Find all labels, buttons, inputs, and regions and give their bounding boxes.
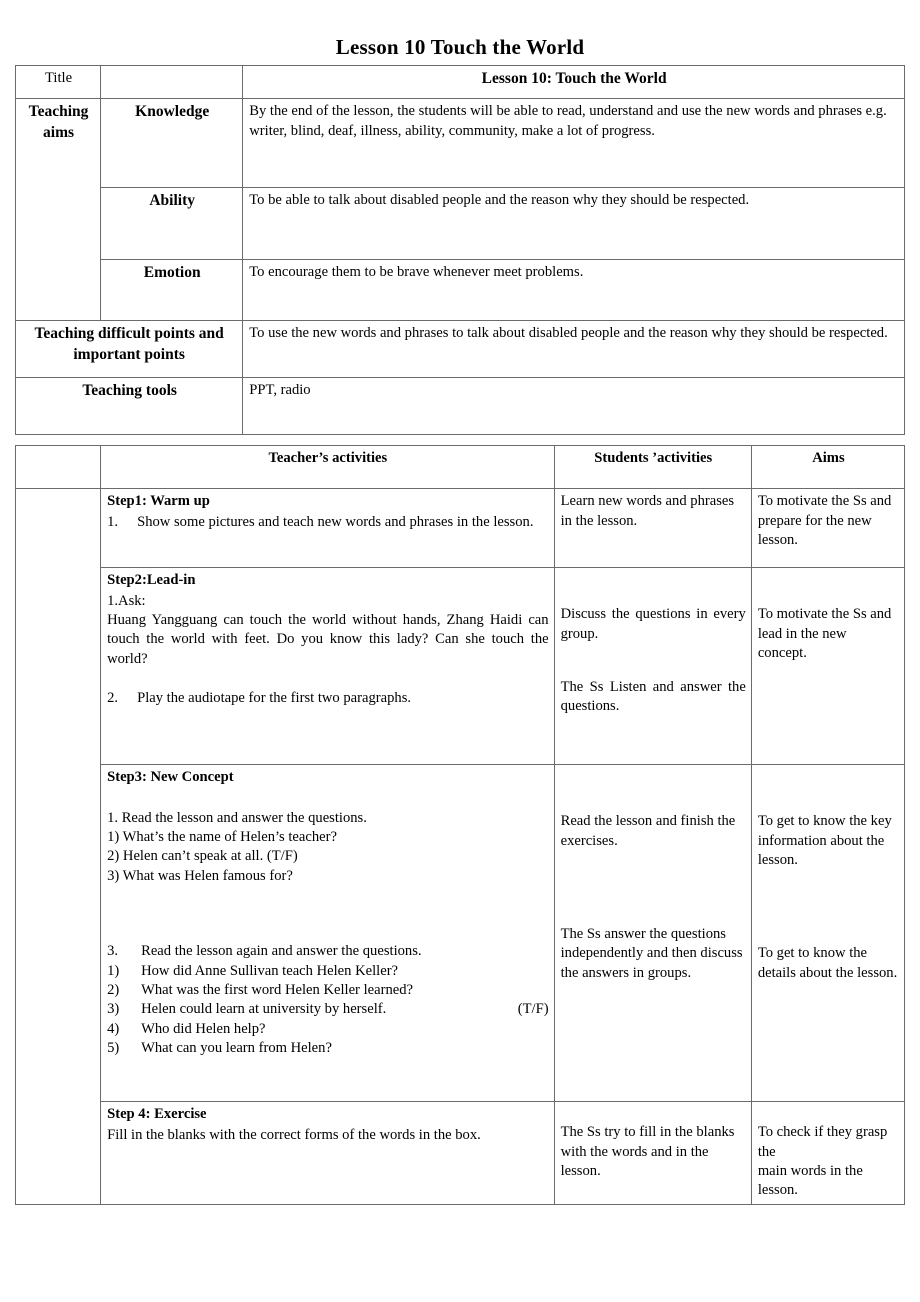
step4-students-top-gap: [561, 1105, 746, 1123]
step4-aims-top-gap: [758, 1105, 899, 1123]
step3-group2-q5: [107, 1039, 549, 1058]
step3-gap-2: [107, 886, 549, 942]
step2-students-mid-gap: [561, 644, 746, 678]
step3-group2-q1: [107, 962, 549, 981]
step3-students-cell: [554, 765, 751, 1102]
teaching-tools-label: Teaching tools: [16, 378, 243, 435]
aim-text-knowledge: By the end of the lesson, the students will be able to read, understand and use the new words and phrases e.g. writer, blind, deaf, illness, ability, community, make a lot of progress.: [243, 99, 905, 188]
step4-teacher-cell: [101, 1102, 555, 1205]
table-row-title: [16, 66, 905, 99]
step2-students-top-gap: [561, 571, 746, 605]
table-row-step4: [16, 1102, 905, 1205]
table-header-row: [16, 446, 905, 489]
table-row-step1: [16, 489, 905, 568]
table-row-knowledge: [16, 99, 905, 188]
step2-ask-label: 1.Ask:: [107, 592, 146, 609]
header-blank-cell: [16, 446, 101, 489]
step3-group1-q3: 3) What was Helen famous for?: [107, 867, 293, 884]
step2-aims-text: To motivate the Ss and lead in the new concept.: [757, 606, 892, 661]
step3-group1-q1: 1) What’s the name of Helen’s teacher?: [107, 828, 337, 845]
step3-group2-q4: [107, 1020, 549, 1039]
step3-heading: Step3: New Concept: [107, 769, 234, 786]
step4-students-text: The Ss try to fill in the blanks with the words and in the lesson.: [560, 1124, 735, 1179]
difficult-points-text: To use the new words and phrases to talk about disabled people and the reason why they should be respected.: [243, 321, 905, 378]
step3-group2-q5-text: What can you learn from Helen?: [141, 1040, 332, 1057]
step2-teacher-cell: [101, 568, 555, 765]
table-row-difficult-points: [16, 321, 905, 378]
table-row-emotion: [16, 260, 905, 321]
step3-group2-q3-number: 3): [107, 1001, 120, 1018]
step3-group1-q2: 2) Helen can’t speak at all. (T/F): [107, 848, 298, 865]
aim-text-emotion: To encourage them to be brave whenever meet problems.: [243, 260, 905, 321]
step3-students-top-gap: [561, 768, 746, 812]
step3-group1-lead: 1. Read the lesson and answer the questions.: [107, 809, 367, 826]
step4-heading: Step 4: Exercise: [107, 1106, 207, 1123]
step3-group2-q1-text: How did Anne Sullivan teach Helen Keller?: [141, 962, 399, 979]
column-header-teacher-activities: Teacher’s activities: [101, 446, 555, 489]
column-header-aims: Aims: [751, 446, 904, 489]
page-title: Lesson 10 Touch the World: [335, 35, 585, 59]
step1-aims-text: To motivate the Ss and prepare for the new lesson.: [757, 493, 892, 548]
step1-students-text: Learn new words and phrases in the lesson.: [560, 493, 735, 529]
aim-text-ability: To be able to talk about disabled people and the reason why they should be respected.: [243, 188, 905, 260]
table-row-step3: [16, 765, 905, 1102]
title-value: Lesson 10: Touch the World: [243, 66, 905, 99]
step2-students-cell: [554, 568, 751, 765]
step3-group2-q2-text: What was the first word Helen Keller learned?: [141, 981, 413, 998]
step3-students-mid-gap: [561, 851, 746, 925]
step1-heading: Step1: Warm up: [107, 493, 210, 510]
step3-group2-q3-tf: (T/F): [517, 1001, 549, 1018]
column-header-students-activities: Students ’activities: [554, 446, 751, 489]
teaching-procedure-table: [15, 445, 905, 1205]
step3-aims-top-gap: [758, 768, 899, 812]
aim-name-knowledge: Knowledge: [101, 99, 243, 188]
step2-heading: Step2:Lead-in: [107, 572, 196, 589]
step3-students-text-1: Read the lesson and finish the exercises.: [560, 813, 736, 849]
title-spacer-cell: [101, 66, 243, 99]
lesson-info-table: [15, 65, 905, 435]
step3-aims-mid-gap: [758, 870, 899, 944]
step4-text: Fill in the blanks with the correct forms of the words in the box.: [107, 1126, 481, 1143]
step3-aims-text-2: To get to know the details about the lesson.: [757, 945, 898, 981]
step2-item-2-number: 2.: [107, 690, 119, 707]
teaching-aims-label: Teaching aims: [16, 99, 101, 321]
step3-group2-q1-number: 1): [107, 962, 120, 979]
step2-item-2: [107, 689, 549, 708]
aim-name-emotion: Emotion: [101, 260, 243, 321]
procedure-left-blank-cell: [16, 489, 101, 1205]
step1-item-1: [107, 513, 549, 532]
step3-teacher-cell: [101, 765, 555, 1102]
step3-students-text-2: The Ss answer the questions independently and then discuss the answers in groups.: [560, 925, 743, 981]
step2-item-2-text: Play the audiotape for the first two paragraphs.: [137, 690, 412, 707]
step3-group2-lead-text: Read the lesson again and answer the questions.: [141, 943, 422, 960]
table-separator: [0, 435, 920, 445]
step4-aims-text-1: To check if they grasp the: [757, 1124, 888, 1160]
step3-group2-lead: [107, 942, 549, 961]
teaching-tools-text: PPT, radio: [243, 378, 905, 435]
step2-ask-text: Huang Yangguang can touch the world without hands, Zhang Haidi can touch the world with feet. Do you know this lady? Can she touch the world?: [107, 611, 549, 667]
step3-group2-q5-number: 5): [107, 1040, 120, 1057]
table-row-ability: [16, 188, 905, 260]
title-label: Title: [16, 66, 101, 99]
step2-aims-cell: [751, 568, 904, 765]
table-row-teaching-tools: [16, 378, 905, 435]
step4-aims-text-2: main words in the lesson.: [757, 1162, 863, 1199]
step3-group2-q4-text: Who did Helen help?: [141, 1020, 266, 1037]
step1-item-1-number: 1.: [107, 513, 119, 530]
step3-group2-lead-number: 3.: [107, 943, 119, 960]
step2-gap: [107, 669, 549, 689]
aim-name-ability: Ability: [101, 188, 243, 260]
step3-group2-q2: [107, 981, 549, 1000]
step3-group2-q3: [107, 1000, 549, 1019]
step1-aims-cell: [751, 489, 904, 568]
table-row-step2: [16, 568, 905, 765]
step3-group2-q4-number: 4): [107, 1020, 120, 1037]
step3-aims-text-1: To get to know the key information about the lesson.: [757, 813, 892, 868]
step2-students-text-1: Discuss the questions in every group.: [560, 606, 746, 642]
difficult-points-label: Teaching difficult points and important points: [16, 321, 243, 378]
step4-aims-cell: [751, 1102, 904, 1205]
step1-item-1-text: Show some pictures and teach new words and phrases in the lesson.: [137, 513, 534, 530]
step2-students-text-2: The Ss Listen and answer the questions.: [560, 678, 746, 715]
step1-students-cell: [554, 489, 751, 568]
step1-teacher-cell: [101, 489, 555, 568]
step3-group2-q3-text: Helen could learn at university by herself.: [141, 1001, 387, 1018]
step3-aims-cell: [751, 765, 904, 1102]
step4-students-cell: [554, 1102, 751, 1205]
step3-gap-1: [107, 789, 549, 809]
step3-group2-q2-number: 2): [107, 981, 120, 998]
step2-aims-top-gap: [758, 571, 899, 605]
